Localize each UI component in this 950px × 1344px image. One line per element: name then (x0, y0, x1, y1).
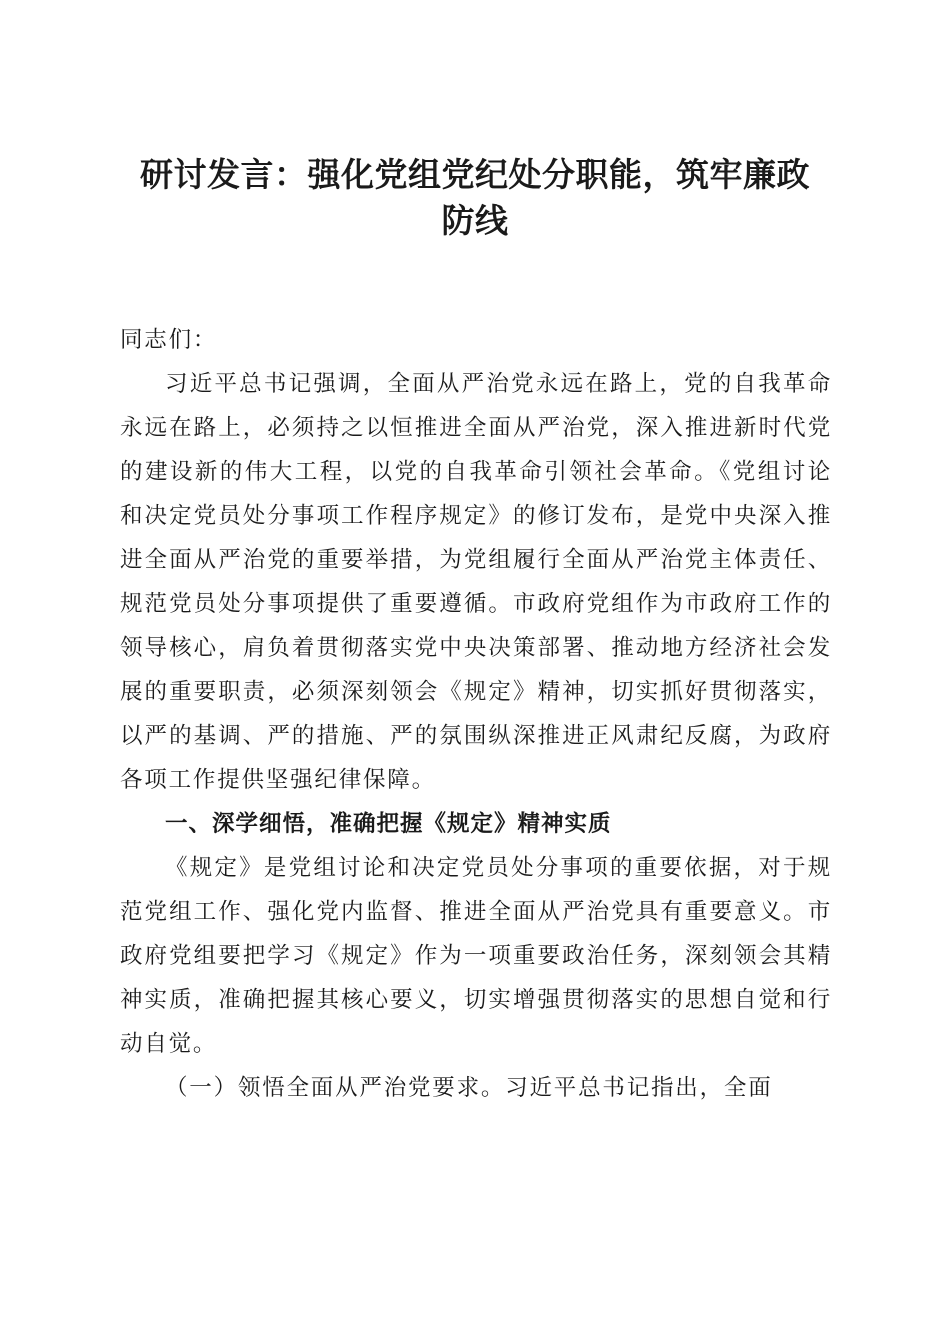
section-heading-1: 一、深学细悟，准确把握《规定》精神实质 (165, 811, 612, 837)
title-line-2: 防线 (441, 201, 509, 240)
paragraph-intro: 习近平总书记强调，全面从严治党永远在路上，党的自我革命永远在路上，必须持之以恒推进全面从严治党，深入推进新时代党的建设新的伟大工程，以党的自我革命引领社会革命。《党组讨论和决定党员处分事项工作程序规定》的修订发布，是党中央深入推进全面从严治党的重要举措，为党组履行全面从严治党主体责任、规范党员处分事项提供了重要遵循。市政府党组作为市政府工作的领导核心，肩负着贯彻落实党中央决策部署、推动地方经济社会发展的重要职责，必须深刻领会《规定》精神，切实抓好贯彻落实，以严的基调、严的措施、严的氛围纵深推进正风肃纪反腐，为政府各项工作提供坚强纪律保障。 (120, 371, 832, 793)
paragraph-section-1: 《规定》是党组讨论和决定党员处分事项的重要依据，对于规范党组工作、强化党内监督、推进全面从严治党具有重要意义。市政府党组要把学习《规定》作为一项重要政治任务，深刻领会其精神实质，准确把握其核心要义，切实增强贯彻落实的思想自觉和行动自觉。 (120, 855, 832, 1057)
document-body (120, 318, 832, 1110)
paragraph-subsection-1: （一）领悟全面从严治党要求。习近平总书记指出，全面 (165, 1075, 773, 1101)
title-line-1: 研讨发言：强化党组党纪处分职能，筑牢廉政 (140, 155, 810, 194)
document-title (110, 152, 840, 244)
salutation: 同志们： (120, 327, 218, 353)
